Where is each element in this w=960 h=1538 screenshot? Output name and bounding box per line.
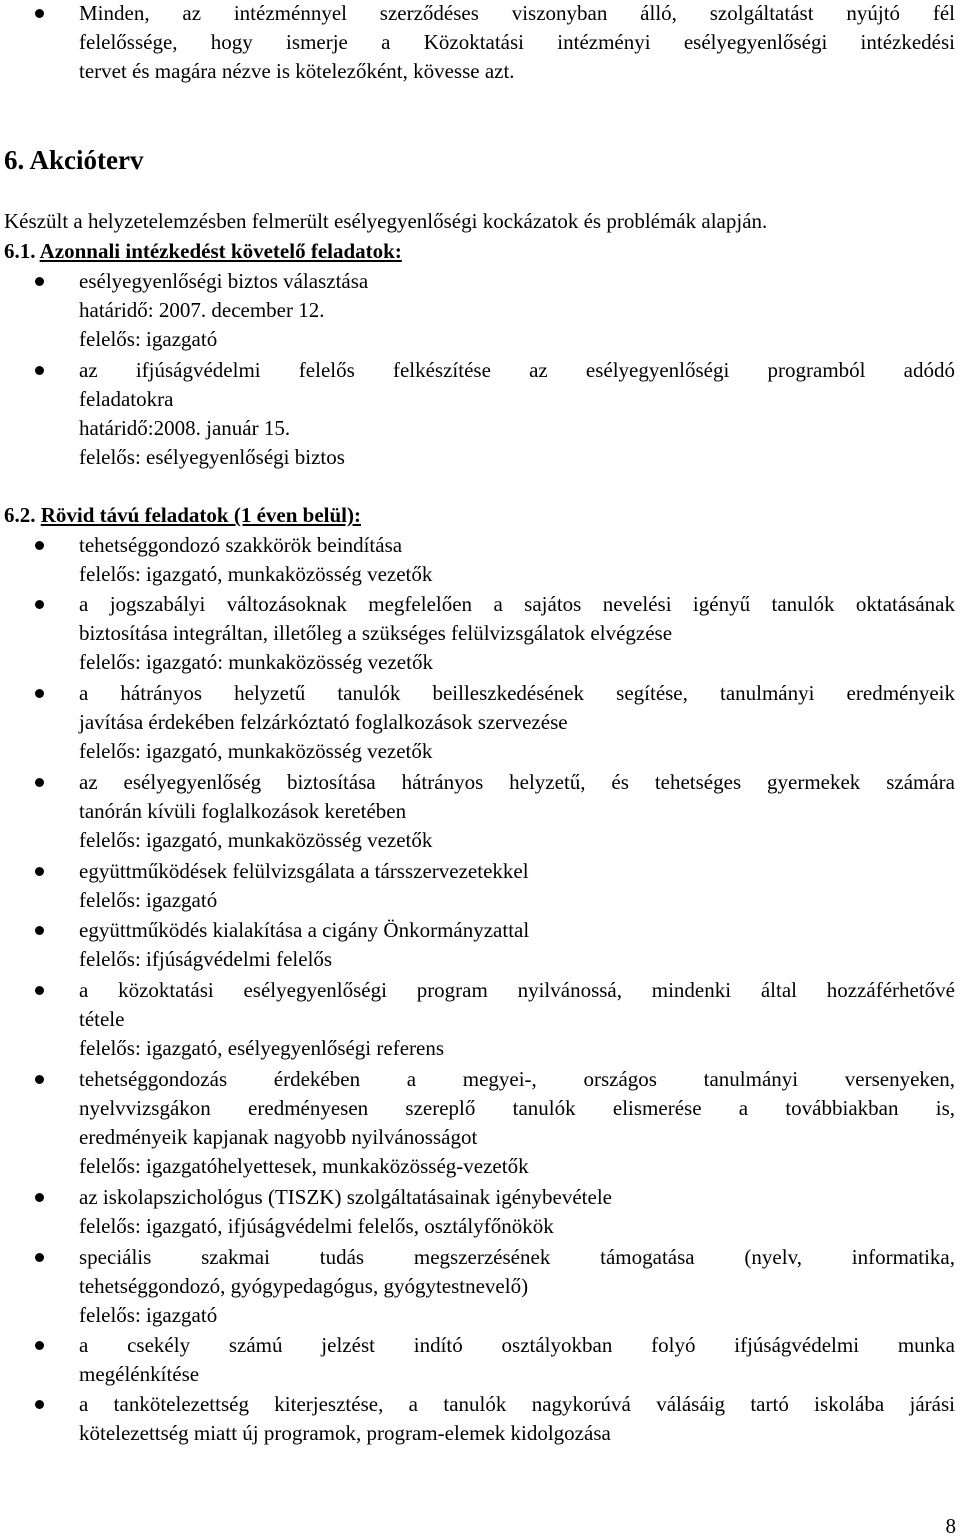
bullet-icon (35, 926, 44, 935)
bullet-icon (35, 277, 44, 286)
task-line: együttműködések felülvizsgálata a társszervezetekkel (79, 859, 529, 883)
task-line: tehetséggondozó szakkörök beindítása (79, 533, 403, 557)
bullet-icon (35, 9, 44, 18)
task-line: biztosítása integráltan, illetőleg a szükséges felülvizsgálatok elvégzése (79, 621, 673, 645)
task-line: a csekély számú jelzést indító osztályokban folyó ifjúságvédelmi munka (79, 1333, 955, 1357)
task-line: speciális szakmai tudás megszerzésének támogatása (nyelv, informatika, (79, 1245, 955, 1269)
bullet-icon (35, 1075, 44, 1084)
bullet-icon (35, 778, 44, 787)
intro-line: Minden, az intézménnyel szerződéses viszonyban álló, szolgáltatást nyújtó fél (79, 1, 955, 25)
task-line: a tankötelezettség kiterjesztése, a tanulók nagykorúvá válásáig tartó iskolába járási (79, 1392, 955, 1416)
bullet-icon (35, 986, 44, 995)
task-line: feladatokra (79, 387, 174, 411)
subsection-heading-6-2 (4, 501, 361, 530)
responsible-line: felelős: igazgató, munkaközösség vezetők (79, 562, 433, 586)
responsible-line: felelős: igazgató, ifjúságvédelmi felelős, osztályfőnökök (79, 1214, 554, 1238)
task-line: az iskolapszichológus (TISZK) szolgáltatásainak igénybevétele (79, 1185, 612, 1209)
section-intro: Készült a helyzetelemzésben felmerült esélyegyenlőségi kockázatok és problémák alapján. (4, 209, 768, 233)
responsible-line: felelős: igazgató, esélyegyenlőségi referens (79, 1036, 445, 1060)
bullet-icon (35, 867, 44, 876)
responsible-line: felelős: esélyegyenlőségi biztos (79, 445, 345, 469)
intro-line: tervet és magára nézve is kötelezőként, kövesse azt. (79, 59, 515, 83)
responsible-line: felelős: igazgató, munkaközösség vezetők (79, 739, 433, 763)
bullet-icon (35, 541, 44, 550)
responsible-line: felelős: igazgatóhelyettesek, munkaközösség-vezetők (79, 1154, 529, 1178)
bullet-icon (35, 1193, 44, 1202)
task-line: megélénkítése (79, 1362, 200, 1386)
deadline-line: határidő: 2007. december 12. (79, 298, 325, 322)
subsection-heading-6-1 (4, 237, 402, 266)
task-line: a hátrányos helyzetű tanulók beilleszkedésének segítése, tanulmányi eredményeik (79, 681, 955, 705)
task-line: eredményeik kapjanak nagyobb nyilvánosságot (79, 1125, 478, 1149)
task-line: kötelezettség miatt új programok, program-elemek kidolgozása (79, 1421, 611, 1445)
task-line: az esélyegyenlőség biztosítása hátrányos helyzetű, és tehetséges gyermekek számára (79, 770, 955, 794)
subsection-number: 6.1. (4, 239, 36, 263)
responsible-line: felelős: igazgató, munkaközösség vezetők (79, 828, 433, 852)
task-line: tanórán kívüli foglalkozások keretében (79, 799, 407, 823)
task-line: együttműködés kialakítása a cigány Önkormányzattal (79, 918, 530, 942)
task-line: tétele (79, 1007, 125, 1031)
subsection-title: Azonnali intézkedést követelő feladatok: (39, 239, 402, 263)
responsible-line: felelős: ifjúságvédelmi felelős (79, 947, 333, 971)
intro-line: felelőssége, hogy ismerje a Közoktatási intézményi esélyegyenlőségi intézkedési (79, 30, 955, 54)
bullet-icon (35, 1341, 44, 1350)
deadline-line: határidő:2008. január 15. (79, 416, 291, 440)
responsible-line: felelős: igazgató (79, 327, 218, 351)
responsible-line: felelős: igazgató: munkaközösség vezetők (79, 650, 433, 674)
task-line: esélyegyenlőségi biztos választása (79, 269, 369, 293)
task-line: az ifjúságvédelmi felelős felkészítése az esélyegyenlőségi programból adódó (79, 358, 955, 382)
bullet-icon (35, 1253, 44, 1262)
bullet-icon (35, 366, 44, 375)
responsible-line: felelős: igazgató (79, 1303, 218, 1327)
bullet-icon (35, 600, 44, 609)
task-line: javítása érdekében felzárkóztató foglalkozások szervezése (79, 710, 568, 734)
subsection-number: 6.2. (4, 503, 36, 527)
task-line: a közoktatási esélyegyenlőségi program nyilvánossá, mindenki által hozzáférhetővé (79, 978, 955, 1002)
task-line: nyelvvizsgákon eredményesen szereplő tanulók elismerése a továbbiakban is, (79, 1096, 955, 1120)
task-line: tehetséggondozás érdekében a megyei-, országos tanulmányi versenyeken, (79, 1067, 955, 1091)
bullet-icon (35, 1400, 44, 1409)
bullet-icon (35, 689, 44, 698)
responsible-line: felelős: igazgató (79, 888, 218, 912)
section-title: 6. Akcióterv (4, 145, 144, 175)
task-line: tehetséggondozó, gyógypedagógus, gyógytestnevelő) (79, 1274, 529, 1298)
task-line: a jogszabályi változásoknak megfelelően a sajátos nevelési igényű tanulók oktatásának (79, 592, 955, 616)
subsection-title: Rövid távú feladatok (1 éven belül): (40, 503, 361, 527)
page-number: 8 (945, 1514, 956, 1538)
